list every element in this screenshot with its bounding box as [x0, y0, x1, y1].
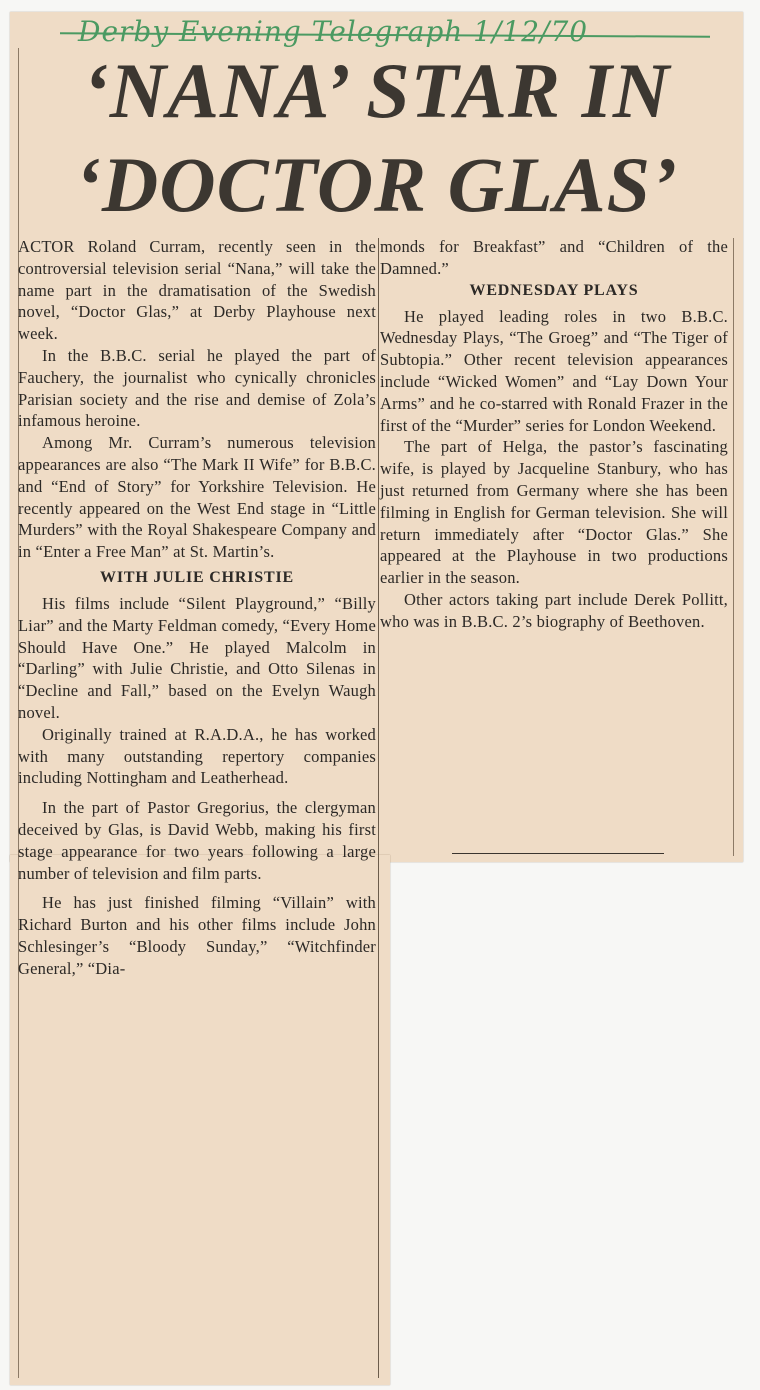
article-column-left: [18, 236, 376, 980]
column-divider: [378, 238, 379, 1378]
paragraph: Other actors taking part include Derek Pollitt, who was in B.B.C. 2’s biography of Beethoven.: [380, 589, 728, 631]
headline-line-2: ‘DOCTOR GLAS’: [74, 141, 679, 228]
paragraph: ACTOR Roland Curram, recently seen in the controversial television serial “Nana,” will take the name part in the dramatisation of the Swedish novel, “Doctor Glas,” at Derby Playhouse next week.: [18, 237, 376, 344]
right-edge-rule: [733, 238, 734, 856]
paragraph: He played leading roles in two B.B.C. Wednesday Plays, “The Groeg” and “The Tiger of Subtopia.” Other recent television appearances include “Wicked Women” and “Lay Down Your Arms” and he co-starred with Ronald Frazer in the first of the “Murder” series for London Weekend.: [380, 306, 728, 435]
paragraph: Originally trained at R.A.D.A., he has worked with many outstanding repertory companies including Nottingham and Leatherhead.: [18, 724, 376, 788]
paragraph: In the B.B.C. serial he played the part of Fauchery, the journalist who cynically chronicles Parisian society and the rise and demise of Zola’s infamous heroine.: [18, 345, 376, 431]
paragraph: His films include “Silent Playground,” “Billy Liar” and the Marty Feldman comedy, “Every Home Should Have One.” He played Malcolm in “Darling” with Julie Christie, and Otto Silenas in “Decline and Fall,” based on the Evelyn Waugh novel.: [18, 593, 376, 722]
article-column-right: [380, 236, 728, 633]
handwritten-annotation: Derby Evening Telegraph 1/12/70: [78, 15, 589, 48]
paragraph: Among Mr. Curram’s numerous television appearances are also “The Mark II Wife” for B.B.C. and “End of Story” for Yorkshire Television. He recently appeared on the West End stage in “Little Murders” with the Royal Shakespeare Company and in “Enter a Free Man” at St. Martin’s.: [18, 433, 376, 562]
subheading: WEDNESDAY PLAYS: [469, 281, 639, 299]
paragraph: In the part of Pastor Gregorius, the clergyman deceived by Glas, is David Webb, making his first stage appearance for two years following a large number of television and film parts.: [18, 798, 376, 883]
headline-line-1: ‘NANA’ STAR IN: [82, 47, 671, 134]
paragraph: He has just finished filming “Villain” with Richard Burton and his other films include John Schlesinger’s “Bloody Sunday,” “Witchfinder General,” “Dia-: [18, 893, 376, 978]
end-rule: [452, 853, 664, 854]
paragraph: The part of Helga, the pastor’s fascinating wife, is played by Jacqueline Stanbury, who has just returned from Germany where she has been filming in English for German television. She will return immediately after “Doctor Glas.” She appeared at the Playhouse in two productions earlier in the season.: [380, 437, 728, 588]
paragraph: monds for Breakfast” and “Children of the Damned.”: [380, 237, 728, 278]
subheading: WITH JULIE CHRISTIE: [100, 568, 294, 586]
